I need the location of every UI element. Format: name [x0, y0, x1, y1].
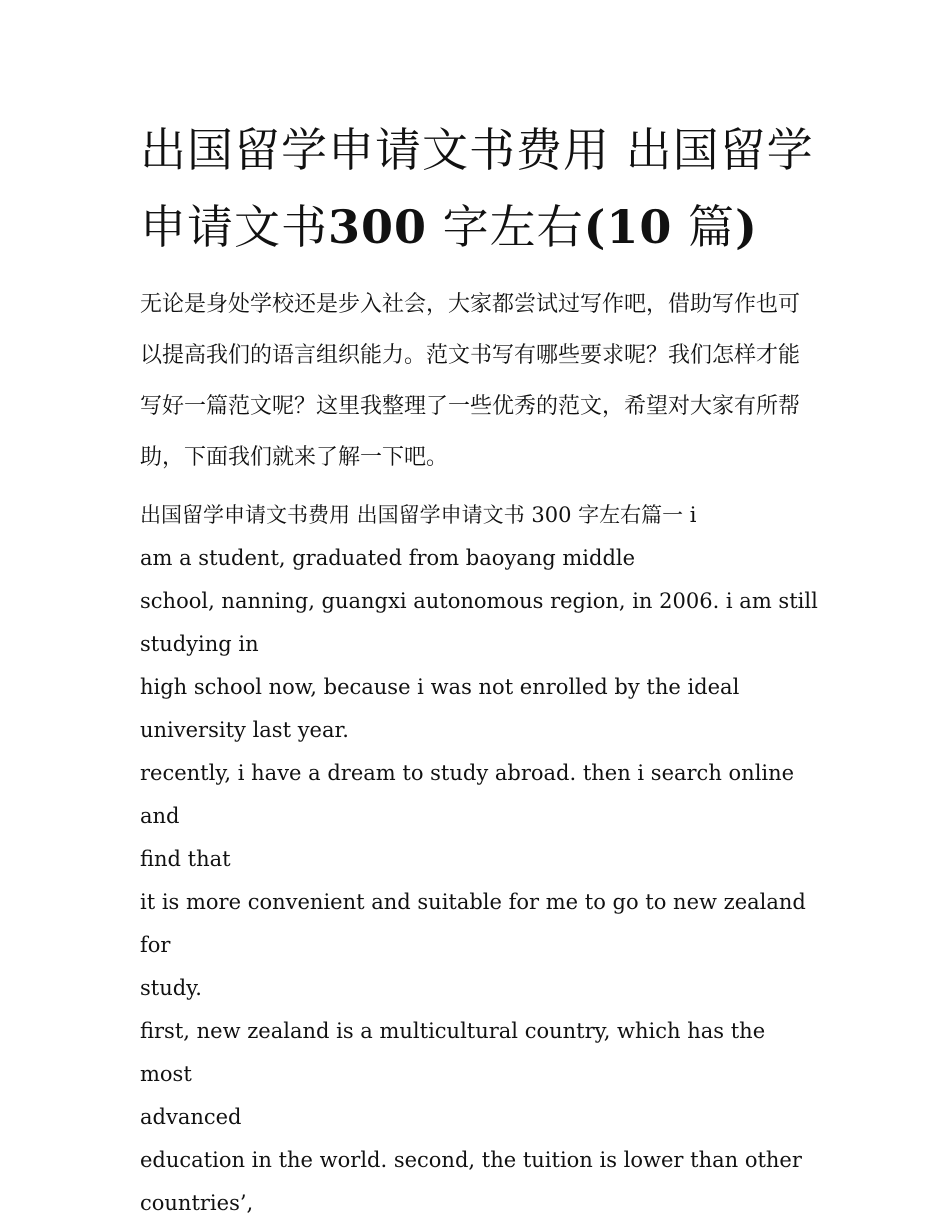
essay-line: find that: [140, 847, 231, 871]
essay-line: university last year.: [140, 718, 349, 742]
essay-line: it is more convenient and suitable for me to go to new zealand for: [140, 890, 813, 957]
essay-line: studying in: [140, 632, 259, 656]
essay-line: countries’,: [140, 1191, 254, 1215]
title-text-part3: 篇: [672, 200, 736, 254]
document-title: [140, 112, 820, 266]
title-paren-close: ): [735, 200, 758, 254]
essay-line: high school now, because i was not enrolled by the ideal: [140, 675, 740, 699]
essay-line: school, nanning, guangxi autonomous region, in 2006. i am still: [140, 589, 818, 613]
title-text-part2: 字左右: [427, 200, 584, 254]
essay-line: education in the world. second, the tuition is lower than other: [140, 1148, 802, 1172]
essay-body: [140, 494, 820, 1225]
essay-line: am a student, graduated from baoyang middle: [140, 546, 636, 570]
intro-paragraph: 无论是身处学校还是步入社会，大家都尝试过写作吧，借助写作也可以提高我们的语言组织能力。范文书写有哪些要求呢？我们怎样才能写好一篇范文呢？这里我整理了一些优秀的范文，希望对大家有所帮助，下面我们就来了解一下吧。: [140, 292, 801, 470]
essay-line: 出国留学申请文书费用 出国留学申请文书 300 字左右篇一 i: [140, 503, 697, 527]
title-number: 300: [328, 200, 428, 254]
essay-line: study.: [140, 976, 202, 1000]
essay-line: advanced: [140, 1105, 242, 1129]
title-paren-count: (10: [583, 200, 673, 254]
essay-line: recently, i have a dream to study abroad. then i search online and: [140, 761, 801, 828]
essay-line: first, new zealand is a multicultural country, which has the most: [140, 1019, 772, 1086]
title-text-part1: 出国留学申请文书费用 出国留学申请文书: [140, 123, 814, 254]
document-page: [140, 112, 820, 1225]
